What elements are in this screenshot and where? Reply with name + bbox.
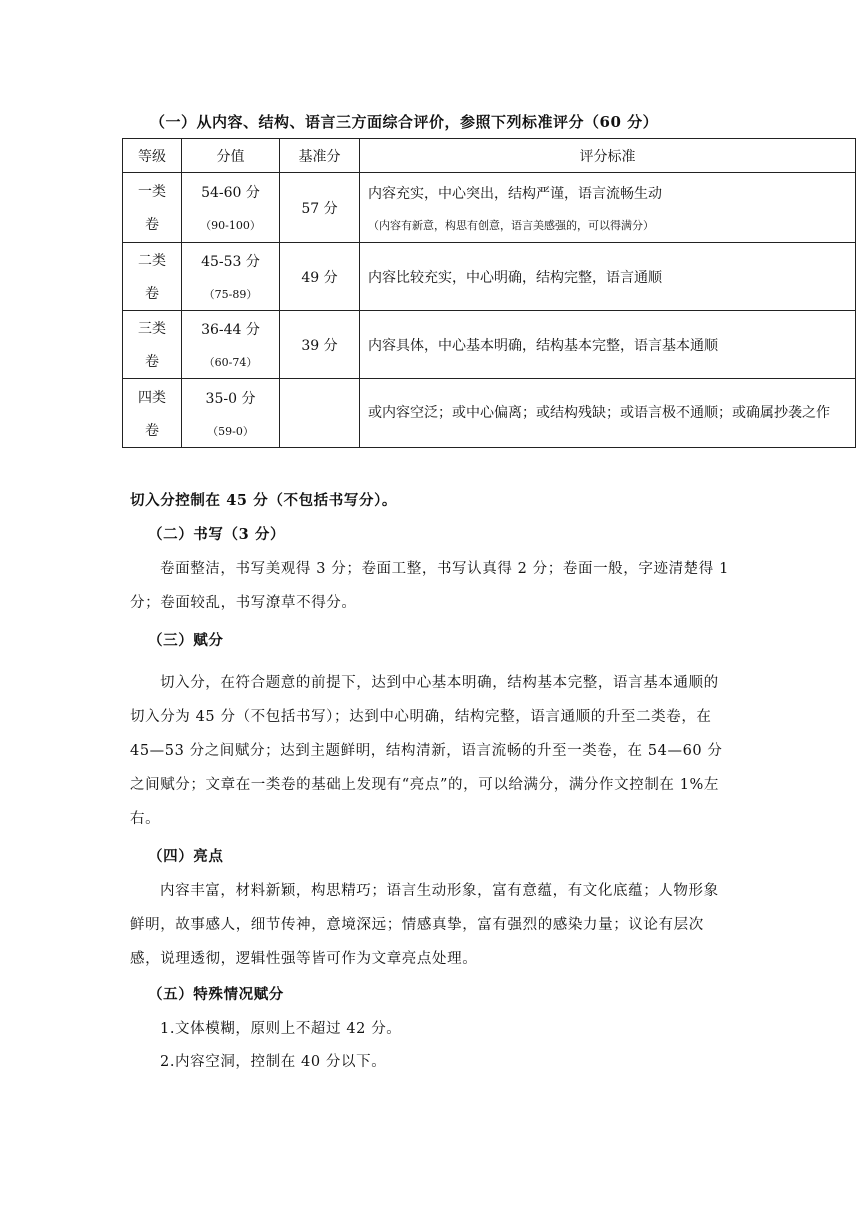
header-score: 分值 <box>182 139 280 173</box>
section-3-text: 切入分，在符合题意的前提下，达到中心基本明确，结构基本完整，语言基本通顺的切入分为 45 分（不包括书写）；达到中心明确，结构完整，语言通顺的升至二类卷，在 45—53 分之间赋分；达到主题鲜明，结构清新，语言流畅的升至一类卷，在 54—60 分之间赋分；文章在一类卷的基础上发现有“亮点”的，可以给满分，满分作文控制在 1%左右。 <box>130 675 723 827</box>
score-range: 45-53 分 <box>201 254 260 270</box>
table-header-row <box>123 139 856 173</box>
base-score <box>280 379 360 448</box>
section-5-heading: （五）特殊情况赋分 <box>148 986 284 1003</box>
standard-note: （内容有新意，构思有创意，语言美感强的，可以得满分） <box>368 218 654 232</box>
section-4-heading: （四）亮点 <box>148 848 224 865</box>
grade-label-suffix: 卷 <box>145 217 159 233</box>
score-percent-range: （60-74） <box>203 356 258 369</box>
grade-label: 二类 <box>138 253 166 269</box>
score-percent-range: （59-0） <box>207 424 254 438</box>
section-1-heading: （一）从内容、结构、语言三方面综合评价，参照下列标准评分（60 分） <box>150 113 659 131</box>
standard-text: 或内容空泛；或中心偏离；或结构残缺；或语言极不通顺；或确属抄袭之作 <box>360 379 856 448</box>
standard-text: 内容充实，中心突出，结构严谨，语言流畅生动 <box>368 185 662 202</box>
section-5-item-2: 2.内容空洞，控制在 40 分以下。 <box>160 1054 387 1070</box>
section-4-text: 内容丰富，材料新颖，构思精巧；语言生动形象，富有意蕴，有文化底蕴；人物形象鲜明，故事感人，细节传神，意境深远；情感真挚，富有强烈的感染力量；议论有层次感，说理透彻，逻辑性强等皆可作为文章亮点处理。 <box>130 883 719 967</box>
standard-text: 内容具体，中心基本明确，结构基本完整，语言基本通顺 <box>360 311 856 379</box>
base-score: 57 分 <box>280 173 360 243</box>
score-range: 54-60 分 <box>201 185 260 201</box>
standard-text: 内容比较充实，中心明确，结构完整，语言通顺 <box>360 243 856 311</box>
scoring-table <box>122 138 856 448</box>
header-base: 基准分 <box>280 139 360 173</box>
section-2-heading: （二）书写（3 分） <box>148 526 286 543</box>
section-3-heading: （三）赋分 <box>148 632 224 649</box>
grade-label-suffix: 卷 <box>145 354 159 370</box>
score-range: 35-0 分 <box>205 390 256 407</box>
grade-label: 一类 <box>138 184 166 200</box>
table-row <box>123 243 856 311</box>
table-row <box>123 311 856 379</box>
score-range: 36-44 分 <box>201 322 260 338</box>
table-row <box>123 379 856 448</box>
section-5-item-1: 1.文体模糊，原则上不超过 42 分。 <box>160 1021 402 1037</box>
table-row <box>123 173 856 243</box>
grade-label: 三类 <box>138 321 166 337</box>
score-percent-range: （90-100） <box>200 219 261 232</box>
header-grade: 等级 <box>123 139 182 173</box>
header-standard: 评分标准 <box>360 139 856 173</box>
base-score: 39 分 <box>280 311 360 379</box>
grade-label-suffix: 卷 <box>145 286 159 302</box>
section-2-text: 卷面整洁，书写美观得 3 分；卷面工整，书写认真得 2 分；卷面一般，字迹清楚得 1 分；卷面较乱，书写潦草不得分。 <box>130 561 729 611</box>
grade-label: 四类 <box>138 389 166 406</box>
entry-score-line: 切入分控制在 45 分（不包括书写分）。 <box>130 492 398 509</box>
score-percent-range: （75-89） <box>203 288 258 301</box>
base-score: 49 分 <box>280 243 360 311</box>
grade-label-suffix: 卷 <box>145 422 159 439</box>
